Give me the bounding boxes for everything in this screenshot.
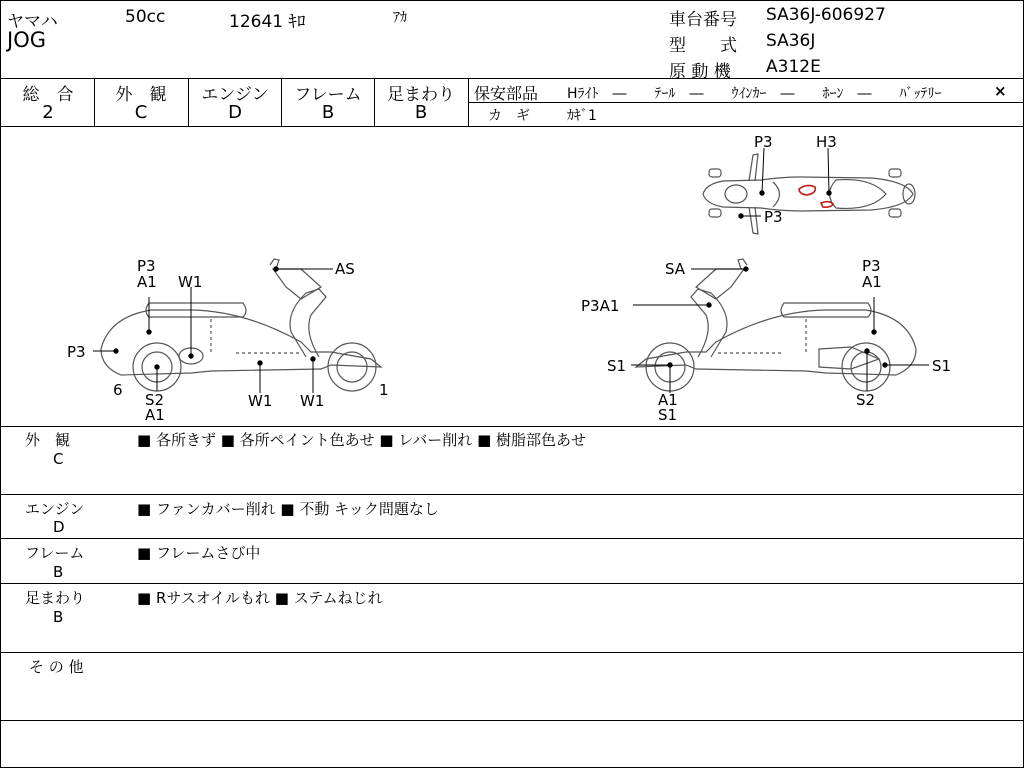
label-top-p3: P3 [754,133,773,151]
remark-grade-frame: B [53,563,64,581]
suspension-grade: B [414,102,428,123]
label-left-p3: P3 [137,257,156,275]
label-left-w1-b1: W1 [248,392,273,410]
label-left-p3-side: P3 [67,343,86,361]
engine-type-value: A312E [766,57,821,77]
divider [1,78,1023,79]
label-left-6: 6 [113,381,123,399]
label-right-s1-left: S1 [607,357,627,375]
remark-category-other: そ の 他 [29,658,84,676]
divider [1,494,1023,495]
frame-grade: B [321,102,335,123]
remark-grade-suspension: B [53,608,64,626]
safety-label: 保安部品 [474,84,539,103]
remark-category-frame: フレーム [25,544,85,562]
frame-no-value: SA36J-606927 [766,5,886,25]
label-left-s2: S2 [145,391,165,409]
label-left-as: AS [335,260,355,278]
overall-grade: 2 [42,102,54,123]
engine-grade: D [228,102,242,123]
label-left-a1: A1 [137,273,157,291]
model-name: JOG [7,28,46,52]
label-left-w1: W1 [178,273,203,291]
label-left-w1-b2: W1 [300,392,325,410]
key-value: ｶｷﾞ1 [567,108,597,124]
remark-grade-exterior: C [53,450,64,468]
divider [1,720,1023,721]
label-right-a1-bottom: A1 [658,391,678,409]
remark-category-suspension: 足まわり [25,589,86,607]
color-text: ｱｶ [393,10,407,26]
remark-text-suspension: ■ Rサスオイルもれ ■ ステムねじれ [137,589,383,607]
remark-grade-engine: D [53,518,65,536]
label-left-1: 1 [379,381,389,399]
remark-text-exterior: ■ 各所きず ■ 各所ペイント色あせ ■ レバー削れ ■ 樹脂部色あせ [137,431,587,449]
label-top-p3b: P3 [764,208,783,226]
label-right-s1-bottom: S1 [658,406,678,424]
remark-category-exterior: 外 観 [25,431,71,449]
damage-marks [799,185,833,207]
divider [1,426,1023,427]
remark-text-frame: ■ フレームさび中 [137,544,261,562]
exterior-label: 外 観 [115,85,167,105]
engine-type-label: 原 動 機 [669,62,731,82]
overall-label: 総 合 [22,85,74,105]
label-right-s2: S2 [856,391,876,409]
maker-text: ヤマハ [7,12,58,32]
label-right-s1-right: S1 [932,357,952,375]
divider [468,78,469,126]
engine-label: エンジン [201,85,269,105]
type-value: SA36J [766,31,816,51]
leader-lines [93,148,929,393]
damage-diagram [1,127,1023,425]
battery-mark: × [994,82,1007,100]
divider [1,583,1023,584]
label-right-p3: P3 [862,257,881,275]
label-right-sa: SA [665,260,686,278]
mileage-text: 12641 ｷﾛ [229,12,306,32]
label-top-h3: H3 [816,133,837,151]
frame-label: フレーム [294,85,362,105]
divider [1,538,1023,539]
exterior-grade: C [134,102,148,123]
label-right-a1: A1 [862,273,882,291]
divider [1,652,1023,653]
safety-items: Hﾗｲﾄ ― ﾃｰﾙ ― ｳｲﾝｶｰ ― ﾎｰﾝ ― ﾊﾞｯﾃﾘｰ [567,86,942,102]
label-right-p3a1: P3A1 [581,297,620,315]
label-left-a1-bottom: A1 [145,406,165,424]
displacement-text: 50cc [125,7,166,27]
suspension-label: 足まわり [387,85,455,105]
frame-no-label: 車台番号 [669,10,737,30]
type-label: 型 式 [669,36,737,56]
remark-category-engine: エンジン [25,500,85,518]
key-label: カ ギ [488,108,530,124]
remark-text-engine: ■ ファンカバー削れ ■ 不動 キック問題なし [137,500,439,518]
